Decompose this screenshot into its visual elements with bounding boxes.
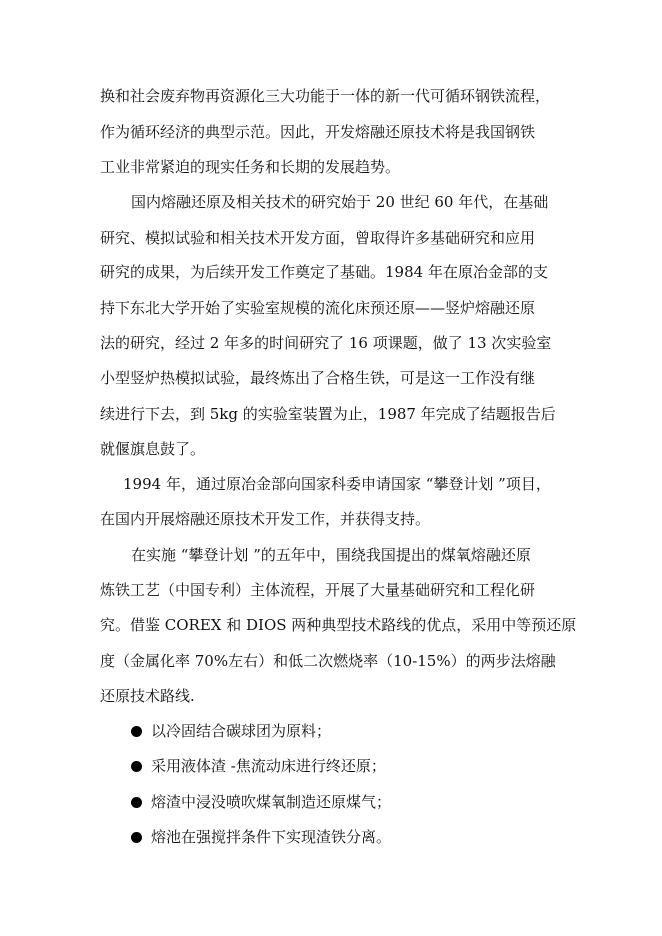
bullet-dot-icon — [131, 832, 142, 843]
bullet-item-4 — [131, 827, 391, 847]
paragraph-2-line-5: 法的研究，经过 2 年多的时间研究了 16 项课题，做了 13 次实验室 — [100, 334, 552, 352]
bullet-item-1 — [131, 721, 331, 741]
paragraph-4-line-1: 在实施 “攀登计划 ”的五年中，围绕我国提出的煤氧熔融还原 — [131, 546, 531, 564]
paragraph-3-line-2: 在国内开展熔融还原技术开发工作，并获得支持。 — [100, 510, 431, 528]
bullet-dot-icon — [131, 761, 142, 772]
paragraph-2-line-6: 小型竖炉热模拟试验，最终炼出了合格生铁，可是这一工作没有继 — [100, 369, 536, 387]
paragraph-4-line-5: 还原技术路线. — [100, 687, 195, 705]
paragraph-1-line-2: 作为循环经济的典型示范。因此，开发熔融还原技术将是我国钢铁 — [100, 123, 536, 141]
bullet-item-2-text: 采用液体渣 -焦流动床进行终还原； — [151, 757, 386, 775]
paragraph-4-line-4: 度（金属化率 70%左右）和低二次燃烧率（10-15%）的两步法熔融 — [100, 652, 556, 670]
paragraph-2-line-8: 就偃旗息鼓了。 — [100, 440, 206, 458]
paragraph-1-line-3: 工业非常紧迫的现实任务和长期的发展趋势。 — [100, 158, 401, 176]
bullet-dot-icon — [131, 726, 142, 737]
bullet-item-3 — [131, 792, 391, 812]
paragraph-2-line-4: 持下东北大学开始了实验室规模的流化床预还原——竖炉熔融还原 — [100, 299, 536, 317]
paragraph-4-line-2: 炼铁工艺（中国专利）主体流程，开展了大量基础研究和工程化研 — [100, 581, 536, 599]
bullet-item-1-text: 以冷固结合碳球团为原料； — [151, 722, 332, 740]
paragraph-2-line-2: 研究、模拟试验和相关技术开发方面，曾取得许多基础研究和应用 — [100, 229, 536, 247]
paragraph-2-line-1: 国内熔融还原及相关技术的研究始于 20 世纪 60 年代，在基础 — [131, 193, 549, 211]
bullet-item-2 — [131, 756, 386, 776]
paragraph-3-line-1: 1994 年，通过原冶金部向国家科委申请国家 “攀登计划 ”项目， — [123, 475, 551, 493]
bullet-item-4-text: 熔池在强搅拌条件下实现渣铁分离。 — [151, 828, 392, 846]
bullet-dot-icon — [131, 797, 142, 808]
paragraph-4-line-3: 究。借鉴 COREX 和 DIOS 两种典型技术路线的优点，采用中等预还原 — [100, 616, 577, 634]
bullet-item-3-text: 熔渣中浸没喷吹煤氧制造还原煤气； — [151, 793, 392, 811]
paragraph-1-line-1: 换和社会废弃物再资源化三大功能于一体的新一代可循环钢铁流程， — [100, 87, 551, 105]
paragraph-2-line-7: 续进行下去，到 5kg 的实验室装置为止，1987 年完成了结题报告后 — [100, 405, 556, 423]
paragraph-2-line-3: 研究的成果，为后续开发工作奠定了基础。1984 年在原冶金部的支 — [100, 263, 548, 281]
